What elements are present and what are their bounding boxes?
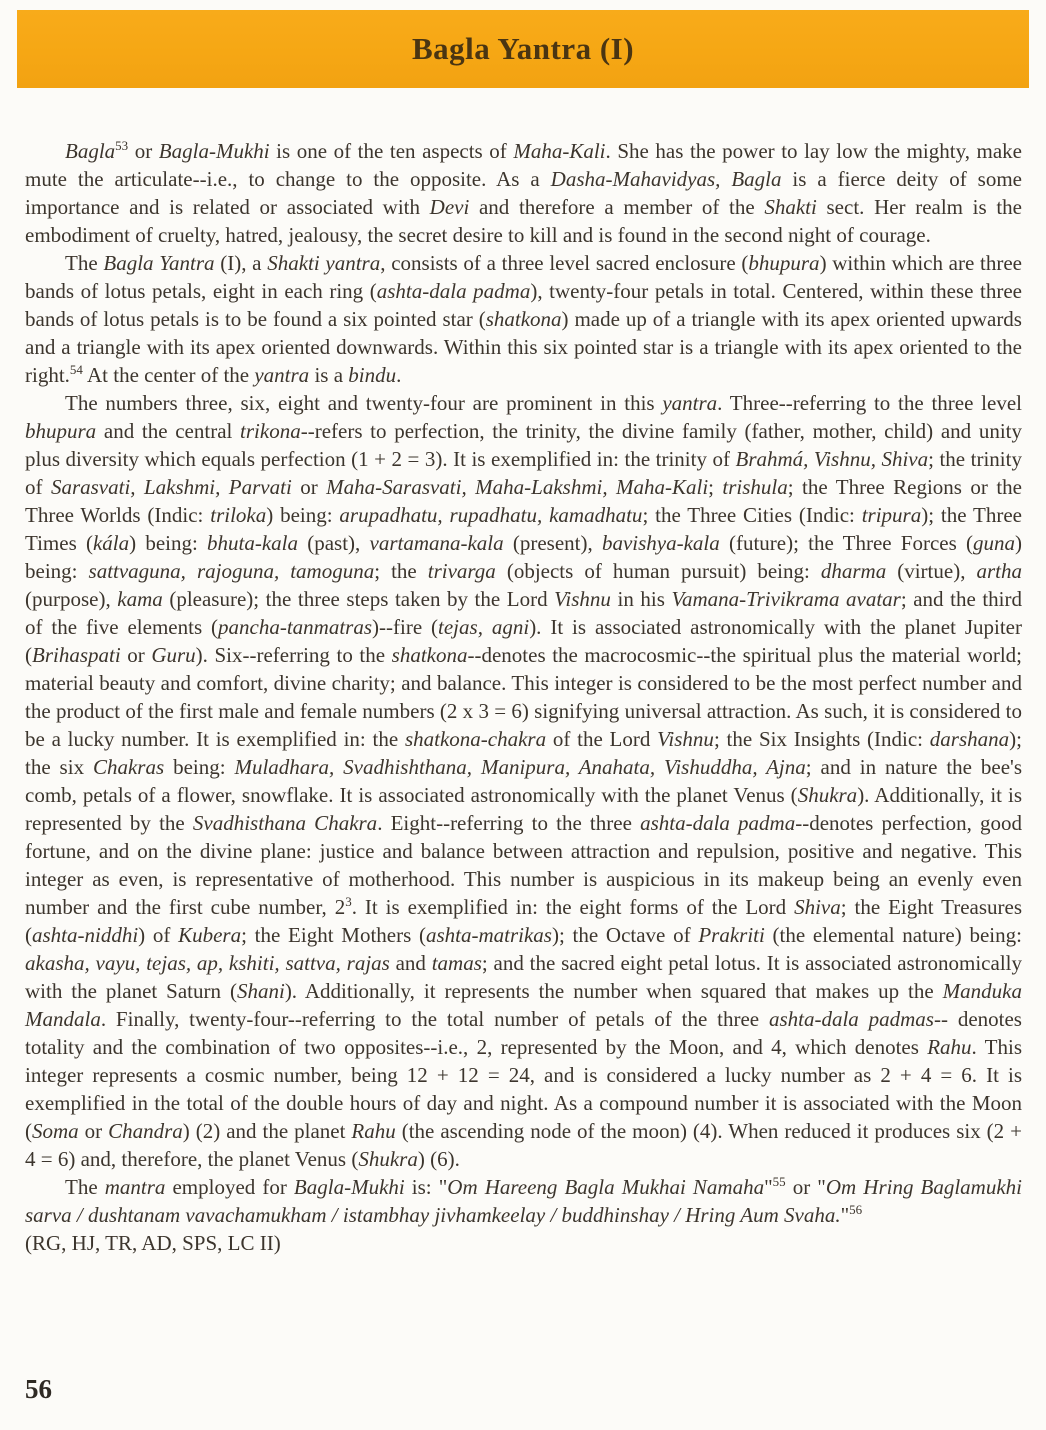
title-banner [17,10,1029,88]
paragraph-sources: (RG, HJ, TR, AD, SPS, LC II) [25,1231,281,1255]
paragraph-intro: Bagla$^{53}$ or Bagla-Mukhi is one of the ten aspects of Maha-Kali. She has the power to lay low the mighty, make mute the articulate--i.e., to change to the opposite. As a Dasha-Mahavidyas, Bagla is a fierce deity of some importance and is related or associated with Devi and therefore a member of the Shakti sect. Her realm is the embodiment of cruelty, hatred, jealousy, the secret desire to kill and is found in the second night of courage. [25,138,1023,247]
paragraph-yantra-structure: The Bagla Yantra (I), a Shakti yantra, consists of a three level sacred enclosure (bhupura) within which are three bands of lotus petals, eight in each ring (ashta-dala padma), twenty-four petals in total. Centered, within these three bands of lotus petals is to be found a six pointed star (shatkona) made up of a triangle with its apex oriented upwards and a triangle with its apex oriented downwards. Within this six pointed star is a triangle with its apex oriented to the right.$^{54}$ At the center of the yantra is a bindu. [25,251,1023,387]
paragraph-mantra: The mantra employed for Bagla-Mukhi is: "Om Hareeng Bagla Mukhai Namaha"$^{55}$ or "Om Hring Baglamukhi sarva / dushtanam vavachamukham / istambhay jivhamkeelay / buddhinshay / Hring Aum Svaha."$^{56}$ [25,1174,1022,1227]
page-title: Bagla Yantra (I) [411,31,635,66]
body-text [25,137,1022,1257]
page-number: 56 [25,1374,52,1404]
paragraph-numbers: The numbers three, six, eight and twenty-four are prominent in this yantra. Three--referring to the three level bhupura and the central trikona--refers to perfection, the trinity, the divine family (father, mother, child) and unity plus diversity which equals perfection (1 + 2 = 3). It is exemplified in: the trinity of Brahmá, Vishnu, Shiva; the trinity of Sarasvati, Lakshmi, Parvati or Maha-Sarasvati, Maha-Lakshmi, Maha-Kali; trishula; the Three Regions or the Three Worlds (Indic: triloka) being: arupadhatu, rupadhatu, kamadhatu; the Three Cities (Indic: tripura); the Three Times (kála) being: bhuta-kala (past), vartamana-kala (present), bavishya-kala (future); the Three Forces (guna) being: sattvaguna, rajoguna, tamoguna; the trivarga (objects of human pursuit) being: dharma (virtue), artha (purpose), kama (pleasure); the three steps taken by the Lord Vishnu in his Vamana-Trivikrama avatar; and the third of the five elements (pancha-tanmatras)--fire (tejas, agni). It is associated astronomically with the planet Jupiter (Brihaspati or Guru). Six--referring to the shatkona--denotes the macrocosmic--the spiritual plus the material world; material beauty and comfort, divine charity; and balance. This integer is considered to be the most perfect number and the product of the first male and female numbers (2 x 3 = 6) signifying universal attraction. As such, it is considered to be a lucky number. It is exemplified in: the shatkona-chakra of the Lord Vishnu; the Six Insights (Indic: darshana); the six Chakras being: Muladhara, Svadhishthana, Manipura, Anahata, Vishuddha, Ajna; and in nature the bee's comb, petals of a flower, snowflake. It is associated astronomically with the planet Venus (Shukra). Additionally, it is represented by the Svadhisthana Chakra. Eight--referring to the three ashta-dala padma--denotes perfection, good fortune, and on the divine plane: justice and balance between attraction and repulsion, positive and negative. This integer as even, is representative of motherhood. This number is auspicious in its makeup being an evenly even number and the first cube number, $2^3$. It is exemplified in: the eight forms of the Lord Shiva; the Eight Treasures (ashta-niddhi) of Kubera; the Eight Mothers (ashta-matrikas); the Octave of Prakriti (the elemental nature) being: akasha, vayu, tejas, ap, kshiti, sattva, rajas and tamas; and the sacred eight petal lotus. It is associated astronomically with the planet Saturn (Shani). Additionally, it represents the number when squared that makes up the Manduka Mandala. Finally, twenty-four--referring to the total number of petals of the three ashta-dala padmas-- denotes totality and the combination of two opposites--i.e., 2, represented by the Moon, and 4, which denotes Rahu. This integer represents a cosmic number, being 12 + 12 = 24, and is considered a lucky number as 2 + 4 = 6. It is exemplified in the total of the double hours of day and night. As a compound number it is associated with the Moon (Soma or Chandra) (2) and the planet Rahu (the ascending node of the moon) (4). When reduced it produces six (2 + 4 = 6) and, therefore, the planet Venus (Shukra) (6). [25,391,1023,1171]
